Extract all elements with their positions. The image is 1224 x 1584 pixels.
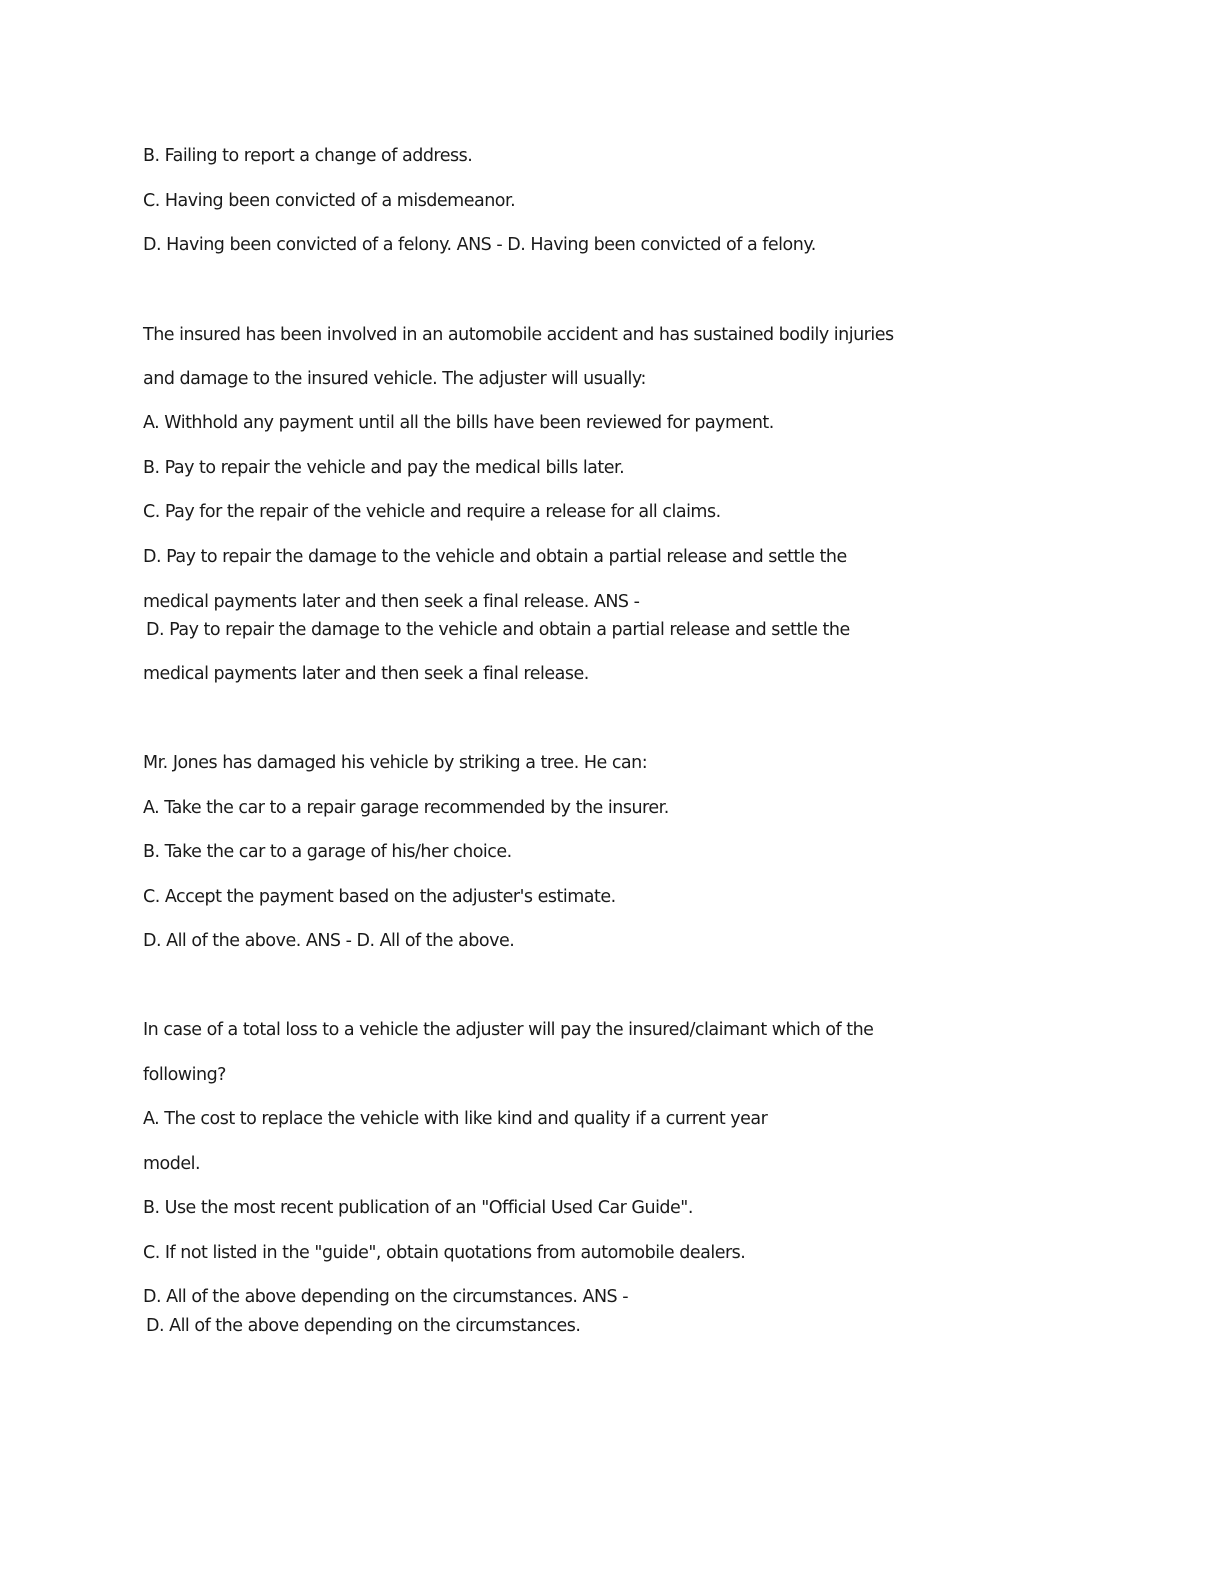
option-b: B. Failing to report a change of address. — [143, 146, 473, 166]
question-text: and damage to the insured vehicle. The adjuster will usually: — [143, 369, 646, 389]
option-c: C. Accept the payment based on the adjuster's estimate. — [143, 887, 616, 907]
question-text: The insured has been involved in an automobile accident and has sustained bodily injuries — [143, 325, 894, 345]
option-c: C. Having been convicted of a misdemeanor. — [143, 191, 516, 211]
option-d: medical payments later and then seek a final release. ANS - — [143, 592, 640, 612]
option-a: A. Withhold any payment until all the bills have been reviewed for payment. — [143, 413, 774, 433]
question-text: In case of a total loss to a vehicle the adjuster will pay the insured/claimant which of the — [143, 1020, 874, 1040]
question-text: following? — [143, 1065, 226, 1085]
option-d-answer: D. Having been convicted of a felony. ANS - D. Having been convicted of a felony. — [143, 235, 816, 255]
answer-text: medical payments later and then seek a final release. — [143, 664, 589, 684]
option-d: D. All of the above depending on the circumstances. ANS - — [143, 1287, 629, 1307]
option-b: B. Take the car to a garage of his/her choice. — [143, 842, 512, 862]
answer-text: D. All of the above depending on the circumstances. — [146, 1316, 581, 1336]
option-c: C. Pay for the repair of the vehicle and require a release for all claims. — [143, 502, 721, 522]
option-b: B. Pay to repair the vehicle and pay the medical bills later. — [143, 458, 625, 478]
option-c: C. If not listed in the "guide", obtain quotations from automobile dealers. — [143, 1243, 746, 1263]
option-a: A. The cost to replace the vehicle with like kind and quality if a current year — [143, 1109, 768, 1129]
option-b: B. Use the most recent publication of an "Official Used Car Guide". — [143, 1198, 693, 1218]
option-a: model. — [143, 1154, 201, 1174]
question-text: Mr. Jones has damaged his vehicle by striking a tree. He can: — [143, 753, 648, 773]
option-a: A. Take the car to a repair garage recommended by the insurer. — [143, 798, 669, 818]
answer-text: D. Pay to repair the damage to the vehicle and obtain a partial release and settle the — [146, 620, 850, 640]
option-d: D. Pay to repair the damage to the vehicle and obtain a partial release and settle the — [143, 547, 847, 567]
option-d-answer: D. All of the above. ANS - D. All of the above. — [143, 931, 515, 951]
